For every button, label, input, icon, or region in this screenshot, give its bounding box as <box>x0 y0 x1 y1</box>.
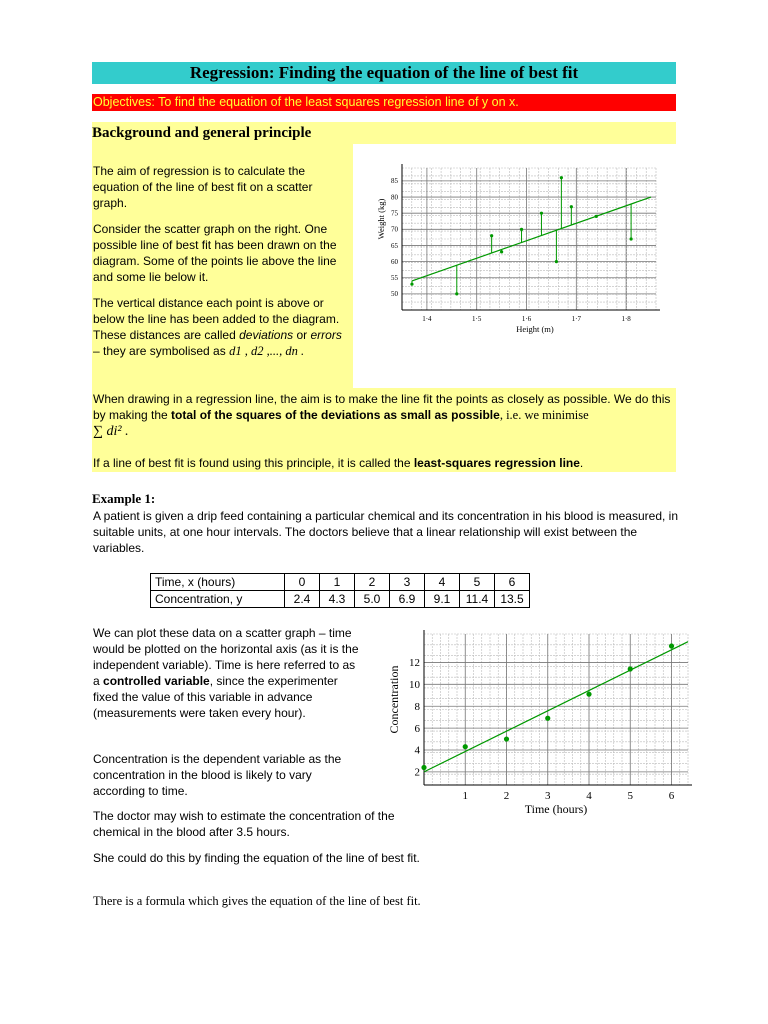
x-tick-label: 1·4 <box>422 315 432 323</box>
table-cell: 5 <box>460 574 495 591</box>
y-tick-label: 55 <box>391 274 398 283</box>
data-point <box>504 736 509 741</box>
table-row-time <box>151 574 530 591</box>
table-cell: 2.4 <box>285 591 320 608</box>
data-point <box>545 716 550 721</box>
example-para-3: The doctor may wish to estimate the concentration of the chemical in the blood after 3.5 hours. <box>93 809 395 839</box>
x-tick-label: 1·8 <box>621 315 631 323</box>
data-point <box>520 228 523 231</box>
y-axis-label: Concentration <box>387 665 401 734</box>
example-para1-b: , since the experimenter fixed the value of this variable in advance (measurements were taken every hour). <box>93 674 338 720</box>
para4-text-b: , i.e. we minimise <box>499 408 589 422</box>
example-para-4: She could do this by finding the equation of the line of best fit. <box>93 851 420 865</box>
background-para-2: Consider the scatter graph on the right. One possible line of best fit has been drawn on the diagram. Some of the points lie above the line and some lie below it. <box>93 222 337 284</box>
data-point <box>570 205 573 208</box>
data-point <box>500 250 503 253</box>
data-point <box>410 283 413 286</box>
row-label-time: Time, x (hours) <box>151 574 285 591</box>
y-tick-label: 85 <box>391 177 398 186</box>
para4-bold: total of the squares of the deviations as small as possible <box>171 408 500 422</box>
data-point <box>628 666 633 671</box>
data-point <box>555 260 558 263</box>
x-tick-label: 1·7 <box>571 315 581 323</box>
x-tick-label: 1·6 <box>521 315 532 323</box>
para5-text-a: If a line of best fit is found using this principle, it is called the <box>93 456 414 470</box>
table-cell: 9.1 <box>425 591 460 608</box>
para5-end: . <box>579 456 584 470</box>
data-point <box>463 744 468 749</box>
table-cell: 2 <box>355 574 390 591</box>
x-axis-label: Height (m) <box>516 324 554 334</box>
data-point <box>669 643 674 648</box>
y-tick-label: 80 <box>391 193 398 202</box>
data-table <box>150 573 530 608</box>
background-para-5 <box>93 455 676 471</box>
example-para1-bold: controlled variable <box>103 674 210 688</box>
table-cell: 4.3 <box>320 591 355 608</box>
table-cell: 11.4 <box>460 591 495 608</box>
x-tick-label: 1 <box>462 790 468 802</box>
example-para1-a: We can plot these data on a scatter graph – time would be plotted on the horizontal axis (as it is the independent variable). Time is here referred to as a <box>93 626 359 688</box>
example-para-5: There is a formula which gives the equation of the line of best fit. <box>93 894 421 908</box>
x-tick-label: 3 <box>545 790 551 802</box>
table-cell: 13.5 <box>495 591 530 608</box>
data-point <box>490 234 493 237</box>
example-intro: A patient is given a drip feed containing a particular chemical and its concentration in his blood is measured, in suitable units, at one hour intervals. The doctors believe that a linear relationship will exist between the variables. <box>93 509 679 555</box>
y-axis-label: Weight (kg) <box>376 198 386 240</box>
section-heading-background: Background and general principle <box>92 122 676 144</box>
table-cell: 0 <box>285 574 320 591</box>
data-point <box>629 237 632 240</box>
objectives-bar: Objectives: To find the equation of the least squares regression line of y on x. <box>92 94 676 111</box>
table-cell: 4 <box>425 574 460 591</box>
y-tick-label: 8 <box>414 700 420 713</box>
y-tick-label: 70 <box>391 225 398 234</box>
para3-or: or <box>293 328 311 342</box>
y-tick-label: 6 <box>414 722 420 735</box>
background-para-4 <box>93 391 676 440</box>
background-para-3 <box>93 295 351 359</box>
y-tick-label: 75 <box>391 209 398 218</box>
concentration-time-scatter-chart <box>384 628 694 820</box>
x-tick-label: 4 <box>586 790 592 802</box>
para4-text-a: When drawing in a regression line, the aim is to make the line fit the points as closely as possible. We do this by making the <box>93 392 671 422</box>
table-cell: 3 <box>390 574 425 591</box>
x-tick-label: 5 <box>627 790 633 802</box>
deviation-symbols: d1 , d2 ,..., dn . <box>229 344 305 358</box>
x-axis-label: Time (hours) <box>524 802 588 816</box>
example-heading: Example 1: <box>92 491 156 506</box>
y-tick-label: 65 <box>391 241 398 250</box>
example-para-1 <box>93 625 359 721</box>
y-tick-label: 2 <box>414 766 420 779</box>
data-point <box>586 692 591 697</box>
table-cell: 5.0 <box>355 591 390 608</box>
para5-bold: least-squares regression line <box>413 456 580 470</box>
table-cell: 1 <box>320 574 355 591</box>
table-row-concentration <box>151 591 530 608</box>
data-point <box>421 765 426 770</box>
table-cell: 6.9 <box>390 591 425 608</box>
para3-deviations: deviations <box>239 328 294 342</box>
row-label-concentration: Concentration, y <box>151 591 285 608</box>
data-point <box>455 292 458 295</box>
y-tick-label: 10 <box>409 679 420 691</box>
height-weight-scatter-chart <box>374 160 664 340</box>
example-para-2: Concentration is the dependent variable as the concentration in the blood is likely to vary according to time. <box>93 752 342 798</box>
background-para-1: The aim of regression is to calculate the equation of the line of best fit on a scatter graph. <box>93 164 313 210</box>
para3-text-a: The vertical distance each point is above or below the line has been added to the diagram. These distances are called <box>93 296 340 342</box>
sum-of-squares-formula: ∑ di² . <box>93 424 129 439</box>
data-point <box>595 215 598 218</box>
data-point <box>560 176 563 179</box>
y-tick-label: 12 <box>409 657 420 670</box>
y-tick-label: 4 <box>414 744 420 757</box>
para3-text-b: – they are symbolised as <box>93 344 226 358</box>
data-point <box>540 212 543 215</box>
y-tick-label: 60 <box>391 257 398 266</box>
y-tick-label: 50 <box>391 290 398 299</box>
table-cell: 6 <box>495 574 530 591</box>
x-tick-label: 1·5 <box>472 315 482 323</box>
x-tick-label: 6 <box>668 790 675 802</box>
x-tick-label: 2 <box>503 790 510 802</box>
page-title: Regression: Finding the equation of the line of best fit <box>92 62 676 84</box>
para3-errors: errors <box>310 328 342 342</box>
